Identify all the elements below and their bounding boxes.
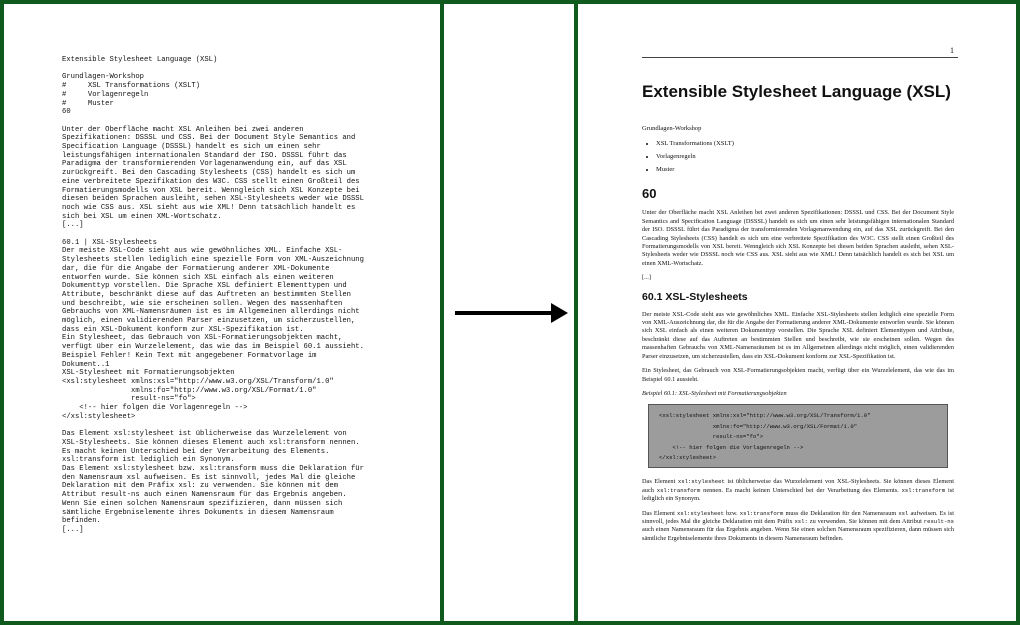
- text-line: [...]: [62, 221, 84, 230]
- text-line: Das Element xsl:stylesheet bzw. xsl:transform muss die Deklaration für: [62, 464, 364, 473]
- code-line: xmlns:fo="http://www.w3.org/XSL/Format/1.0": [659, 422, 858, 430]
- text-line: und beschreibt, wie sie erscheinen sollen. Wegen des massenhaften: [62, 299, 343, 308]
- text-line: Es macht keinen Unterschied bei der Verarbeitung des Elements.: [62, 447, 330, 456]
- text-line: Gebrauchs von XML-Namensräumen ist es im Allgemeinen allerdings nicht: [62, 308, 360, 317]
- text-line: XSL-Stylesheet mit Formatierungsobjekten: [62, 369, 235, 378]
- text-line: leistungsfähigen internationalen Standard der ISO. DSSSL führt das: [62, 151, 347, 160]
- text-line: sämtliche Ergebniselemente ihres Dokuments in diesem Namensraum: [62, 508, 334, 517]
- text-line: Paradigma der transformierenden Vorlagenanwendung ein, auf das XSL: [62, 160, 347, 169]
- text-line: dass ein XSL-Dokument konform zur XSL-Spezifikation ist.: [62, 325, 304, 334]
- text-line: Spezifikationen: DSSSL und CSS. Bei der Document Style Semantics and: [62, 134, 356, 143]
- right-arrow-icon: [455, 311, 555, 315]
- text-line: Der meiste XSL-Code sieht aus wie gewöhnliches XML. Einfache XSL-: [62, 247, 343, 256]
- text-line: sich bei XSL um einen XML-Wortschatz.: [62, 212, 222, 221]
- list-item: • Vorlagenregeln: [656, 150, 954, 163]
- inline-code: xsl:: [794, 517, 808, 525]
- text-run: zu verwenden. Sie können mit dem Attribut: [807, 517, 924, 525]
- inline-code: xsl:stylesheet: [676, 509, 724, 517]
- text-line: [62, 65, 440, 74]
- text-line: Grundlagen-Workshop: [62, 73, 144, 82]
- text-line: Extensible Stylesheet Language (XSL): [62, 56, 218, 64]
- text-line: Das Element xsl:stylesheet ist üblicherweise das Wurzelelement von: [62, 430, 347, 439]
- inline-code: result-ns: [923, 517, 954, 525]
- text-line: noch wie CSS aus. XSL sieht aus wie XML! Denn tatsächlich handelt es: [62, 203, 356, 212]
- text-run: auch einen Namensraum für das Ergebnis angeben. Wenn Sie einen solchen Namensraum spezifizieren, dann müssen sich sämtliche Ergebniselemente ihres Dokuments in diesem Namensraum befinden.: [642, 526, 954, 542]
- code-example: [648, 404, 948, 468]
- text-line: </xsl:stylesheet>: [62, 412, 136, 421]
- text-line: Unter der Oberfläche macht XSL Anleihen bei zwei anderen: [62, 125, 304, 134]
- list-item: • XSL Transformations (XSLT): [656, 137, 954, 150]
- text-line: Stylesheets stellen lediglich eine spezielle Form von XML-Auszeichnung: [62, 256, 364, 265]
- inline-code: xsl:transform: [739, 509, 784, 517]
- text-line: Deklaration mit dem Präfix xsl: zu verwenden. Sie können mit dem: [62, 482, 339, 491]
- topic-list: [642, 137, 954, 176]
- text-run: ist üblicherweise das Wurzelelement von XSL-Stylesheets. Sie können dieses Element auch: [642, 478, 954, 494]
- text-line: xmlns:fo="http://www.w3.org/XSL/Format/1.0": [62, 386, 317, 395]
- text-line: Beispiel Fehler! Kein Text mit angegebener Formatvorlage im: [62, 351, 317, 360]
- text-run: nennen. Es macht keinen Unterschied bei der Verarbeitung des Elements.: [700, 486, 902, 494]
- page-number: 1: [950, 46, 954, 55]
- text-line: Wenn Sie einen solchen Namensraum spezifizieren, dann müssen sich: [62, 499, 343, 508]
- document-body: [642, 125, 954, 549]
- text-line: Ein Stylesheet, das Gebrauch von XSL-Formatierungsobjekten macht,: [62, 334, 343, 343]
- body-paragraph: [642, 478, 954, 503]
- text-run: bzw.: [723, 509, 740, 517]
- chapter-heading: 60: [642, 186, 657, 202]
- text-line: diesen beiden Sprachen ausleiht, sehen XSL-Stylesheets weder wie DSSSL: [62, 195, 364, 204]
- header-rule: [642, 57, 958, 58]
- text-run: muss die Deklaration für den Namensraum: [783, 509, 899, 517]
- typeset-page: [578, 4, 1016, 621]
- inline-code: xsl:transform: [901, 486, 946, 494]
- text-line: XSL-Stylesheets. Sie können dieses Element auch xsl:transform nennen.: [62, 438, 360, 447]
- text-line: 60: [62, 108, 71, 117]
- arrow-head-icon: [551, 303, 568, 323]
- code-line: </xsl:stylesheet>: [659, 453, 717, 461]
- text-line: [62, 421, 440, 430]
- text-line: eine verbreitete Spezifikation des W3C. CSS stellt einen Großteil des: [62, 177, 360, 186]
- text-line: entworfen wurde. Sie können sich XSL einfach als einen weiteren: [62, 273, 334, 282]
- text-line: zurückgreift. Bei den Cascading Stylesheets (CSS) handelt es sich um: [62, 169, 356, 178]
- section-paragraph: Der meiste XSL-Code sieht aus wie gewöhnliches XML. Einfache XSL-Stylesheets stellen lediglich eine spezielle Form von XML-Auszeichnung dar, die für die Angabe der Formatierung anderer XML-Dokumente entworfen wurde. Sie können sich XSL einfach als einen weiteren Dokumenttyp vorstellen. Die Sprache XSL definiert Elementtypen und Attribute, beschränkt diese auf das Auftreten an bestimmten Stellen und beschreibt, wie sie erscheinen sollen. Wegen des massenhaften Gebrauchs von XML-Namensräumen ist es im Allgemeinen allerdings nicht möglich, einen validierenden Parser einzusetzen, um sicherzustellen, dass ein XSL-Dokument konform zur XSL-Spezifikation ist.: [642, 310, 954, 360]
- inline-code: xsl: [898, 509, 909, 517]
- text-line: verfügt über ein Wurzelelement, das wie das im Beispiel 60.1 aussieht.: [62, 343, 364, 352]
- text-line: [62, 117, 440, 126]
- plain-text-page: [4, 4, 440, 621]
- text-line: [...]: [62, 525, 84, 534]
- text-run: ist lediglich ein Synonym.: [642, 486, 954, 503]
- document-title: Extensible Stylesheet Language (XSL): [642, 82, 951, 101]
- example-caption: Beispiel 60.1: XSL-Stylesheet mit Formatierungsobjekten: [642, 389, 787, 397]
- section-paragraph: Ein Stylesheet, das Gebrauch von XSL-Formatierungsobjekten macht, verfügt über ein Wurzelelement, das wie das im Beispiel 60.1 aussieht.: [642, 367, 954, 383]
- text-line: 60.1 | XSL-Stylesheets: [62, 238, 157, 247]
- text-line: [62, 230, 440, 239]
- text-line: <!-- hier folgen die Vorlagenregeln -->: [62, 404, 248, 413]
- text-line: befinden.: [62, 517, 101, 526]
- text-line: # Muster: [62, 99, 114, 108]
- text-line: xsl:transform ist lediglich ein Synonym.: [62, 456, 235, 465]
- text-line: dar, die für die Angabe der Formatierung anderer XML-Dokumente: [62, 264, 330, 273]
- code-line: <xsl:stylesheet xmlns:xsl="http://www.w3.org/XSL/Transform/1.0": [659, 412, 871, 420]
- plain-text-content: [62, 56, 440, 535]
- code-line: result-ns="fo">: [659, 433, 764, 441]
- intro-paragraph: Unter der Oberfläche macht XSL Anleihen bei zwei anderen Spezifikationen: DSSSL und CSS. Bei der Document Style Semantics and Specification Language (DSSSL) handelt es sich um einen sehr leistungsfähigen internationalen Standard der ISO. DSSSL führt das Paradigma der transformierenden Vorlagenanwendung ein, auf das XSL zurückgreift. Bei den Cascading Stylesheets (CSS) handelt es sich um eine verbreitete Spezifikation des W3C. CSS stellt einen Großteil des Formatierungsmodells von XSL bereit. Wenngleich sich XSL Konzepte bei diesen beiden Sprachen ausleiht, sehen XSL-Stylesheets weder wie DSSSL noch wie CSS aus. XSL sieht aus wie XML! Denn tatsächlich handelt es sich bei XSL um einen XML-Wortschatz.: [642, 209, 954, 267]
- text-line: möglich, einen validierenden Parser einzusetzen, um sicherzustellen,: [62, 317, 356, 326]
- text-line: # Vorlagenregeln: [62, 90, 149, 99]
- text-line: Dokumenttyp vorstellen. Die Sprache XSL definiert Elementtypen und: [62, 282, 347, 291]
- text-line: Attribute, beschränkt diese auf das Auftreten an bestimmten Stellen: [62, 290, 351, 299]
- text-line: Specification Language (DSSSL) handelt es sich um einen sehr: [62, 143, 321, 151]
- text-line: Attribut result-ns auch einen Namensraum für das Ergebnis angeben.: [62, 491, 347, 500]
- text-run: aufweisen. Es ist sinnvoll, jedes Mal die gleiche Deklaration mit dem Präfix: [642, 509, 954, 525]
- text-line: result-ns="fo">: [62, 395, 196, 404]
- text-run: Das Element: [642, 478, 678, 486]
- workshop-label: Grundlagen-Workshop: [642, 125, 702, 132]
- text-line: <xsl:stylesheet xmlns:xsl="http://www.w3.org/XSL/Transform/1.0": [62, 377, 334, 386]
- body-paragraph: [642, 510, 954, 544]
- text-line: Formatierungsmodells von XSL bereit. Wenngleich sich XSL Konzepte bei: [62, 186, 360, 195]
- text-line: Dokument..1: [62, 360, 110, 369]
- code-line: <!-- hier folgen die Vorlagenregeln -->: [659, 443, 804, 451]
- inline-code: xsl:stylesheet: [677, 478, 725, 486]
- inline-code: xsl:transform: [656, 486, 701, 494]
- list-item: • Muster: [656, 163, 954, 176]
- ellipsis: [...]: [642, 274, 651, 282]
- text-run: Das Element: [642, 509, 677, 517]
- section-heading: 60.1 XSL-Stylesheets: [642, 290, 748, 303]
- text-line: den Namensraum xsl aufweisen. Es ist sinnvoll, jedes Mal die gleiche: [62, 473, 356, 482]
- text-line: # XSL Transformations (XSLT): [62, 82, 201, 91]
